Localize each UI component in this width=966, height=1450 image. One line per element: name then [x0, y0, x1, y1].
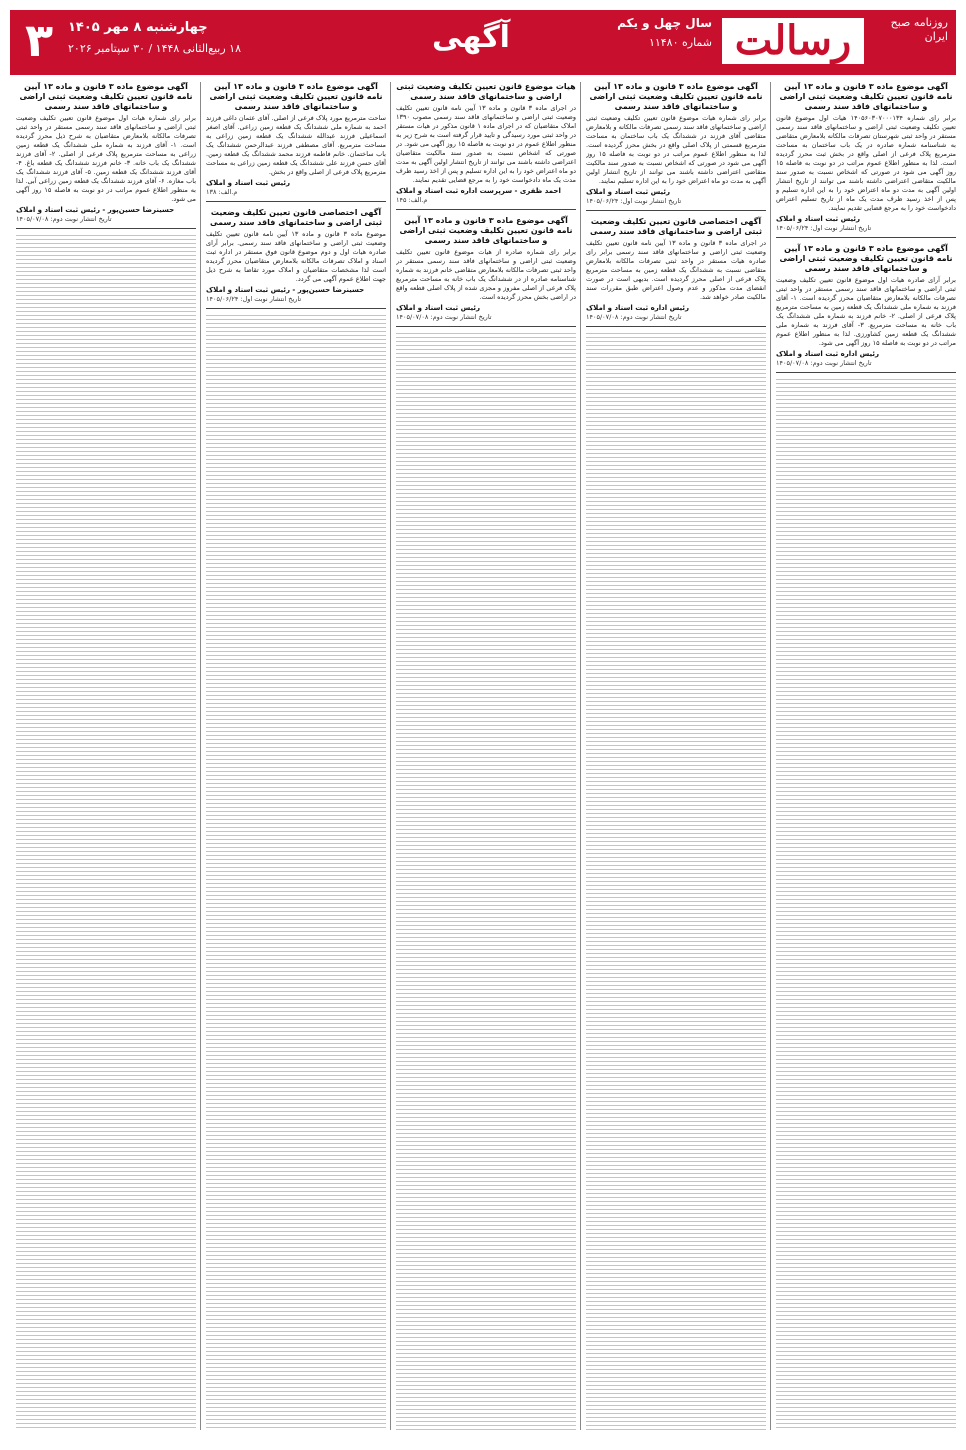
legal-notice — [206, 208, 386, 309]
notice-reference: تاریخ انتشار نوبت اول: ۱۴۰۵/۰۶/۲۴ — [776, 224, 872, 232]
notice-signature: حسینرضا حسین‌پور - رئیس ثبت اسناد و املاک — [16, 206, 175, 214]
date-persian: چهارشنبه ۸ مهر ۱۴۰۵ — [68, 20, 208, 35]
notice-signature: رئیس ثبت اسناد و املاک — [586, 188, 670, 196]
column-4 — [206, 82, 386, 1430]
notice-signature: رئیس اداره ثبت اسناد و املاک — [776, 350, 879, 358]
column-divider — [580, 82, 581, 1430]
notice-reference: م.الف: ۱۴۵ — [396, 196, 428, 204]
legal-notice — [206, 82, 386, 202]
notice-title: آگهی موضوع ماده ۳ قانون و ماده ۱۳ آیین نامه قانون تعیین تکلیف وضعیت ثبتی اراضی و ساختمانهای فاقد سند رسمی — [779, 244, 953, 273]
notice-body: در اجرای ماده ۳ قانون و ماده ۱۳ آیین نامه قانون تعیین تکلیف وضعیت ثبتی اراضی و ساختمانهای فاقد سند رسمی برابر رای صادره هیات مستقر در واحد ثبتی تصرفات مالکانه بلامعارض متقاضی نسبت به ششدانگ یک قطعه زمین به مساحت مترمربع پلاک فرعی از اصلی محرز گردیده است. بدیهی است در صورت انقضای مدت مذکور و عدم وصول اعتراض طبق مقررات سند مالکیت صادر خواهد شد. — [586, 239, 766, 301]
notice-reference: تاریخ انتشار نوبت دوم: ۱۴۰۵/۰۷/۰۸ — [16, 215, 112, 223]
notice-body: ساحت مترمربع مورد پلاک فرعی از اصلی. آقای عثمان داغی فرزند احمد به شماره ملی ششدانگ یک قطعه زمین زراعی. آقای اصغر اسماعیلی فرزند عبدالله ششدانگ یک قطعه زمین زراعی به مساحت مترمربع. آقای مصطفی فرزند عبدالرحمن ششدانگ یک باب ساختمان. خانم فاطمه فرزند محمد ششدانگ یک قطعه زمین. آقای حسن فرزند علی ششدانگ یک قطعه زمین زراعی به مساحت مترمربع پلاک فرعی از اصلی واقع در بخش. — [206, 114, 386, 176]
legal-notice — [586, 217, 766, 327]
notice-title: آگهی موضوع ماده ۳ قانون و ماده ۱۳ آیین نامه قانون تعیین تکلیف وضعیت ثبتی اراضی و ساختمانهای فاقد سند رسمی — [399, 216, 573, 245]
column-2 — [586, 82, 766, 1430]
column-text-texture — [396, 333, 576, 1430]
notice-title: آگهی موضوع ماده ۳ قانون و ماده ۱۳ آیین نامه قانون تعیین تکلیف وضعیت ثبتی اراضی و ساختمانهای فاقد سند رسمی — [589, 82, 763, 111]
notice-body: برابر رای شماره هیات موضوع قانون تعیین تکلیف وضعیت ثبتی اراضی و ساختمانهای فاقد سند رسمی تصرفات مالکانه و بلامعارض متقاضی آقای فرزند در ششدانگ یک باب ساختمان به مساحت مترمربع قسمتی از پلاک اصلی واقع در بخش محرز گردیده است. لذا به منظور اطلاع عموم مراتب در دو نوبت به فاصله ۱۵ روز آگهی می شود در صورتی که اشخاص نسبت به صدور سند مالکیت متقاضی اعتراضی داشته باشند می توانند از تاریخ انتشار اولین آگهی به مدت دو ماه اعتراض خود را به این اداره تسلیم نمایند. — [586, 114, 766, 185]
notice-reference: تاریخ انتشار نوبت اول: ۱۴۰۵/۰۶/۲۴ — [206, 295, 302, 303]
page-number: ۳ — [24, 13, 54, 67]
notice-body: در اجرای ماده ۳ قانون و ماده ۱۳ آیین نامه قانون تعیین تکلیف وضعیت ثبتی اراضی و ساختمانهای فاقد سند رسمی مصوب ۱۳۹۰ املاک متقاضیان که در اجرای ماده ۱ قانون مذکور در هیات مستقر در واحد ثبتی مورد رسیدگی و تایید قرار گرفته است به شرح زیر به منظور اطلاع عموم در دو نوبت به فاصله ۱۵ روز آگهی می شود. در صورتی که اشخاص نسبت به صدور سند مالکیت متقاضیان اعتراضی داشته باشند می توانند از تاریخ انتشار اولین آگهی به مدت دو ماه اعتراض خود را به این اداره تسلیم و پس از اخذ رسید ظرف مدت یک ماه دادخواست خود را به مرجع قضایی تقدیم نمایند. — [396, 104, 576, 184]
column-text-texture — [16, 235, 196, 1430]
column-text-texture — [206, 315, 386, 1430]
notice-body: برابر رای شماره صادره از هیات موضوع قانون تعیین تکلیف وضعیت ثبتی اراضی و ساختمانهای فاقد سند رسمی مستقر در واحد ثبتی تصرفات مالکانه بلامعارض متقاضی خانم فرزند به شماره شناسنامه صادره از در ششدانگ یک باب خانه به مساحت مترمربع پلاک فرعی از اصلی مفروز و مجزی شده از پلاک اصلی قطعه واقع در اراضی بخش محرز گردیده است. — [396, 248, 576, 301]
legal-notice — [776, 244, 956, 373]
masthead — [10, 10, 956, 75]
newspaper-page — [10, 10, 956, 1430]
column-1 — [776, 82, 956, 1430]
column-text-texture — [586, 333, 766, 1430]
notice-title: آگهی اختصاصی قانون تعیین تکلیف وضعیت ثبتی اراضی و ساختمانهای فاقد سند رسمی — [210, 208, 382, 227]
legal-notice — [396, 216, 576, 327]
notice-signature: رئیس ثبت اسناد و املاک — [776, 215, 860, 223]
column-3 — [396, 82, 576, 1430]
notice-reference: تاریخ انتشار نوبت اول: ۱۴۰۵/۰۶/۲۴ — [586, 197, 682, 205]
notice-title: آگهی موضوع ماده ۳ قانون و ماده ۱۳ آیین نامه قانون تعیین تکلیف وضعیت ثبتی اراضی و ساختمانهای فاقد سند رسمی — [209, 82, 383, 111]
column-divider — [200, 82, 201, 1430]
notice-columns — [10, 82, 956, 1430]
notice-signature: احمد ظفری - سرپرست اداره ثبت اسناد و املاک — [396, 187, 561, 195]
notice-body: برابر آرای صادره هیات اول موضوع قانون تعیین تکلیف وضعیت ثبتی اراضی و ساختمانهای فاقد سند رسمی مستقر در واحد ثبتی تصرفات مالکانه بلامعارض متقاضیان محرز گردیده است. ۱- آقای فرزند به شماره ملی ششدانگ یک قطعه زمین به مساحت مترمربع پلاک فرعی از اصلی. ۲- خانم فرزند به شماره ملی ششدانگ یک باب خانه به مساحت مترمربع. ۳- آقای فرزند به شماره ملی ششدانگ یک قطعه زمین کشاورزی. لذا به منظور اطلاع عموم مراتب در دو نوبت به فاصله ۱۵ روز آگهی می شود. — [776, 276, 956, 347]
section-title: آگهی — [432, 20, 510, 55]
notice-title: آگهی موضوع ماده ۳ قانون و ماده ۱۳ آیین نامه قانون تعیین تکلیف وضعیت ثبتی اراضی و ساختمانهای فاقد سند رسمی — [19, 82, 193, 111]
notice-body: موضوع ماده ۳ قانون و ماده ۱۳ آیین نامه قانون تعیین تکلیف وضعیت ثبتی اراضی و ساختمانهای فاقد سند رسمی. برابر آرای صادره هیات اول و دوم موضوع قانون فوق مستقر در اداره ثبت اسناد و املاک تصرفات مالکانه بلامعارض متقاضیان محرز گردیده است لذا مشخصات متقاضیان و املاک مورد تقاضا به شرح ذیل جهت اطلاع عموم آگهی می گردد. — [206, 230, 386, 283]
legal-notice — [776, 82, 956, 238]
notice-body: برابر رای شماره ۱۴۰۵۶۰۳۰۷۰۰۰۱۳۴ هیات اول موضوع قانون تعیین تکلیف وضعیت ثبتی اراضی و ساختمانهای فاقد سند رسمی مستقر در واحد ثبتی شهرستان تصرفات مالکانه بلامعارض متقاضی به شناسنامه شماره صادره در یک باب ساختمان به مساحت مترمربع پلاک فرعی از اصلی واقع در بخش ثبت محرز گردیده است. لذا به منظور اطلاع عموم مراتب در دو نوبت به فاصله ۱۵ روز آگهی می شود در صورتی که اشخاص نسبت به صدور سند مالکیت متقاضی اعتراضی داشته باشند می توانند از تاریخ انتشار اولین آگهی به مدت دو ماه اعتراض خود را به این اداره تسلیم و پس از اخذ رسید ظرف مدت یک ماه از تاریخ تسلیم اعتراض دادخواست خود را به مرجع قضایی تقدیم نمایند. — [776, 114, 956, 212]
issue-label: شماره ۱۱۴۸۰ — [648, 36, 712, 49]
column-5 — [16, 82, 196, 1430]
notice-reference: تاریخ انتشار نوبت دوم: ۱۴۰۵/۰۷/۰۸ — [586, 313, 682, 321]
notice-reference: تاریخ انتشار نوبت دوم: ۱۴۰۵/۰۷/۰۸ — [396, 313, 492, 321]
legal-notice — [586, 82, 766, 211]
notice-title: آگهی موضوع ماده ۳ قانون و ماده ۱۳ آیین نامه قانون تعیین تکلیف وضعیت ثبتی اراضی و ساختمانهای فاقد سند رسمی — [779, 82, 953, 111]
column-text-texture — [776, 379, 956, 1430]
year-label: سال چهل و یکم — [617, 16, 712, 30]
legal-notice — [396, 82, 576, 210]
notice-reference: تاریخ انتشار نوبت دوم: ۱۴۰۵/۰۷/۰۸ — [776, 359, 872, 367]
column-divider — [770, 82, 771, 1430]
notice-body: برابر رای شماره هیات اول موضوع قانون تعیین تکلیف وضعیت ثبتی اراضی و ساختمانهای فاقد سند رسمی مستقر در واحد ثبتی تصرفات مالکانه بلامعارض متقاضیان به شرح ذیل محرز گردیده است. ۱- آقای فرزند به شماره ملی ششدانگ یک قطعه زمین زراعی به مساحت مترمربع پلاک فرعی از اصلی. ۲- آقای فرزند ششدانگ یک باب خانه. ۳- خانم فرزند ششدانگ یک قطعه باغ. ۴- آقای فرزند ششدانگ یک قطعه زمین. ۵- آقای فرزند ششدانگ یک باب مغازه. ۶- آقای فرزند ششدانگ یک قطعه زمین زراعی آبی. لذا به منظور اطلاع عموم مراتب در دو نوبت به فاصله ۱۵ روز آگهی می شود. — [16, 114, 196, 203]
notice-title: هیات موضوع قانون تعیین تکلیف وضعیت ثبتی اراضی و ساختمانهای فاقد سند رسمی — [396, 82, 576, 101]
notice-signature: رئیس ثبت اسناد و املاک — [396, 304, 480, 312]
notice-reference: م.الف: ۱۳۸ — [206, 188, 238, 196]
notice-title: آگهی اختصاصی قانون تعیین تکلیف وضعیت ثبتی اراضی و ساختمانهای فاقد سند رسمی — [590, 217, 762, 236]
daily-label: روزنامه صبح ایران — [890, 16, 948, 43]
paper-logo: رسالت — [722, 18, 864, 64]
column-divider — [390, 82, 391, 1430]
date-secondary: ۱۸ ربیع‌الثانی ۱۴۴۸ / ۳۰ سپتامبر ۲۰۲۶ — [68, 42, 241, 55]
notice-signature: رئیس اداره ثبت اسناد و املاک — [586, 304, 689, 312]
notice-signature: حسینرضا حسین‌پور - رئیس ثبت اسناد و املاک — [206, 286, 365, 294]
notice-signature: رئیس ثبت اسناد و املاک — [206, 179, 290, 187]
legal-notice — [16, 82, 196, 229]
